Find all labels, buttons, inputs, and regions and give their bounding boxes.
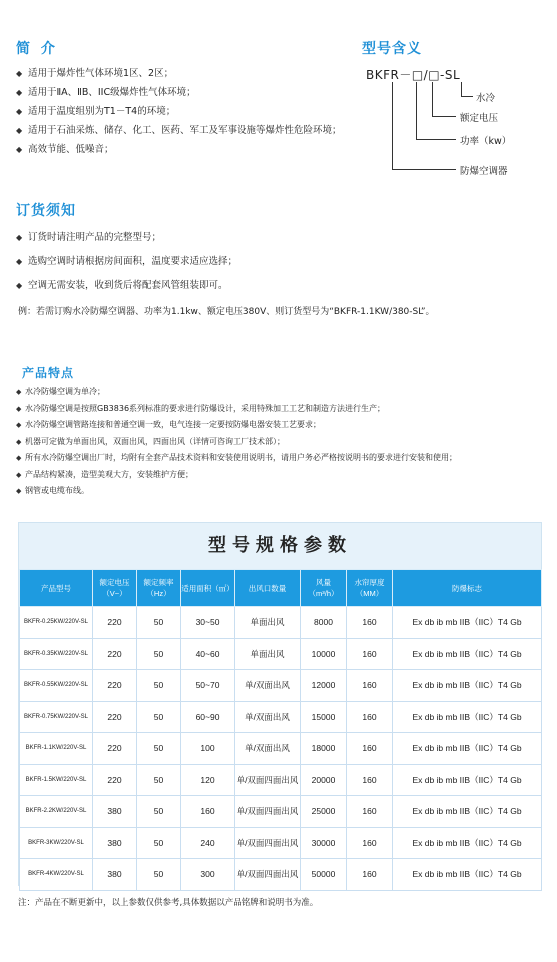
table-cell: 单面出风: [235, 638, 301, 670]
table-cell: 380: [93, 796, 137, 828]
intro-list: [16, 64, 342, 159]
list-item-text: 机器可定做为单面出风，双面出风，四面出风（详情可咨询工厂技术部）；: [25, 436, 285, 446]
list-item-text: 选购空调时请根据房间面积，温度要求适应选择；: [28, 256, 238, 267]
table-cell: 40~60: [181, 638, 235, 670]
header-text: 风量: [316, 578, 331, 587]
header-model: [20, 570, 93, 607]
list-item: [16, 274, 237, 298]
table-cell: 380: [93, 827, 137, 859]
header-curtain-thickness: [347, 570, 393, 607]
bullet-diamond-icon: ◆: [16, 470, 22, 479]
bullet-diamond-icon: ◆: [16, 88, 23, 97]
table-cell: 12000: [301, 670, 347, 702]
header-text: 水帘厚度: [354, 578, 385, 587]
list-item-text: 水冷防爆空调管路连接和普通空调一致，电气连接一定要按防爆电器安装工艺要求；: [25, 420, 321, 429]
table-cell: 160: [347, 733, 393, 765]
table-cell: 单/双面出风: [235, 733, 301, 765]
table-cell: 单/双面四面出风: [235, 796, 301, 828]
list-item: [16, 467, 457, 484]
list-item-text: 高效节能、低噪音；: [28, 144, 114, 155]
list-item: [16, 384, 457, 401]
table-cell: BKFR-0.55KW/220V-SL: [20, 670, 93, 702]
header-text: 额定频率: [143, 578, 174, 587]
table-cell: 50~70: [181, 670, 235, 702]
table-row: [20, 638, 542, 670]
bullet-diamond-icon: ◆: [16, 257, 23, 266]
table-cell: 160: [347, 670, 393, 702]
table-cell: 30000: [301, 827, 347, 859]
table-cell: BKFR-1.5KW/220V-SL: [20, 764, 93, 796]
list-item: [16, 121, 342, 140]
features-title: 产品特点: [22, 366, 75, 380]
list-item-text: 钢管或电缆布线。: [25, 486, 89, 495]
table-cell: 50: [137, 827, 181, 859]
ordering-example: 例：若需订购水冷防爆空调器、功率为1.1kw、额定电压380V、则订货型号为“BKFR-1.1KW/380-SL”。: [18, 307, 435, 317]
list-item: [16, 401, 457, 418]
table-cell: 60~90: [181, 701, 235, 733]
list-item-text: 空调无需安装，收到货后将配套风管组装即可。: [28, 280, 228, 291]
table-cell: 18000: [301, 733, 347, 765]
table-cell: 160: [347, 796, 393, 828]
bullet-diamond-icon: ◆: [16, 388, 22, 396]
table-row: [20, 859, 542, 891]
list-item-text: 适用于温度组别为T1－T4的环境；: [28, 106, 176, 117]
label-power: 功率（kw）: [460, 136, 512, 147]
label-rated-voltage: 额定电压: [460, 113, 499, 124]
table-row: [20, 796, 542, 828]
table-cell: 220: [93, 638, 137, 670]
table-cell: BKFR-1.1KW/220V-SL: [20, 733, 93, 765]
table-cell: 160: [347, 859, 393, 891]
list-item-text: 水冷防爆空调是按照GB3836系列标准的要求进行防爆设计，采用特殊加工工艺和制造方法进行生产；: [25, 403, 386, 413]
table-cell: 单面出风: [235, 607, 301, 639]
table-cell: 240: [181, 827, 235, 859]
table-row: [20, 607, 542, 639]
table-cell: 50: [137, 701, 181, 733]
table-cell: 单/双面出风: [235, 701, 301, 733]
table-cell: 300: [181, 859, 235, 891]
table-cell: Ex db ib mb IIB（IIC）T4 Gb: [393, 827, 542, 859]
bullet-diamond-icon: ◆: [16, 487, 22, 495]
header-ex-marking: [393, 570, 542, 607]
table-cell: 160: [347, 638, 393, 670]
header-text: （MM）: [355, 589, 384, 598]
bullet-diamond-icon: ◆: [16, 404, 22, 413]
table-cell: Ex db ib mb IIB（IIC）T4 Gb: [393, 796, 542, 828]
table-cell: 100: [181, 733, 235, 765]
bullet-diamond-icon: ◆: [16, 126, 23, 135]
table-cell: 220: [93, 733, 137, 765]
table-cell: 160: [347, 607, 393, 639]
table-cell: 160: [347, 701, 393, 733]
bullet-diamond-icon: ◆: [16, 107, 23, 116]
table-cell: BKFR-2.2KW/220V-SL: [20, 796, 93, 828]
list-item: [16, 450, 457, 467]
header-outlets: [235, 570, 301, 607]
table-cell: 50: [137, 764, 181, 796]
table-cell: 220: [93, 764, 137, 796]
list-item: [16, 140, 342, 159]
table-cell: BKFR-0.25KW/220V-SL: [20, 607, 93, 639]
table-cell: 单/双面四面出风: [235, 827, 301, 859]
list-item-text: 订货时请注明产品的完整型号；: [28, 232, 162, 243]
header-text: 适用面积（㎡）: [181, 583, 234, 593]
table-cell: 220: [93, 670, 137, 702]
list-item: [16, 102, 342, 121]
table-cell: 50000: [301, 859, 347, 891]
table-cell: 8000: [301, 607, 347, 639]
table-cell: Ex db ib mb IIB（IIC）T4 Gb: [393, 859, 542, 891]
list-item-text: 适用于爆炸性气体环境1区、2区；: [28, 68, 174, 79]
header-voltage: [93, 570, 137, 607]
table-cell: 单/双面四面出风: [235, 764, 301, 796]
table-cell: 160: [181, 796, 235, 828]
table-cell: 25000: [301, 796, 347, 828]
table-cell: 单/双面出风: [235, 670, 301, 702]
features-list: [16, 384, 457, 500]
table-cell: 50: [137, 638, 181, 670]
list-item: [16, 434, 457, 451]
list-item-text: 产品结构紧凑，造型美观大方，安装维护方便；: [25, 469, 193, 479]
table-cell: 380: [93, 859, 137, 891]
header-text: 额定电压: [99, 578, 130, 587]
table-cell: 220: [93, 701, 137, 733]
table-cell: 120: [181, 764, 235, 796]
bullet-diamond-icon: ◆: [16, 281, 23, 290]
bullet-diamond-icon: ◆: [16, 233, 23, 242]
table-cell: 10000: [301, 638, 347, 670]
table-header-row: [20, 570, 542, 607]
label-water-cooled: 水冷: [476, 93, 496, 104]
bullet-diamond-icon: ◆: [16, 421, 22, 429]
model-meaning-title: 型号含义: [362, 41, 422, 57]
table-cell: BKFR-0.35KW/220V-SL: [20, 638, 93, 670]
header-text: （V~）: [102, 589, 127, 598]
bullet-diamond-icon: ◆: [16, 437, 22, 446]
header-area: [181, 570, 235, 607]
ordering-list: [16, 226, 237, 298]
bullet-diamond-icon: ◆: [16, 69, 23, 78]
table-cell: 160: [347, 764, 393, 796]
table-cell: 50: [137, 796, 181, 828]
intro-title: 简 介: [16, 41, 58, 57]
table-cell: Ex db ib mb IIB（IIC）T4 Gb: [393, 607, 542, 639]
table-cell: Ex db ib mb IIB（IIC）T4 Gb: [393, 701, 542, 733]
ordering-title: 订货须知: [16, 203, 76, 219]
spec-title: 型号规格参数: [208, 535, 352, 556]
list-item: [16, 483, 457, 500]
table-cell: 30~50: [181, 607, 235, 639]
table-cell: 50: [137, 670, 181, 702]
footnote: 注：产品在不断更新中，以上参数仅供参考,具体数据以产品铭牌和说明书为准。: [18, 898, 319, 908]
table-cell: BKFR-0.75KW/220V-SL: [20, 701, 93, 733]
table-cell: 50: [137, 733, 181, 765]
list-item-text: 水冷防爆空调为单冷；: [25, 387, 105, 396]
bullet-diamond-icon: ◆: [16, 145, 23, 154]
header-text: 出风口数量: [248, 583, 287, 593]
table-row: [20, 701, 542, 733]
table-row: [20, 670, 542, 702]
table-cell: Ex db ib mb IIB（IIC）T4 Gb: [393, 733, 542, 765]
table-cell: BKFR-4KW/220V-SL: [20, 859, 93, 891]
header-frequency: [137, 570, 181, 607]
table-row: [20, 733, 542, 765]
table-cell: 15000: [301, 701, 347, 733]
list-item: [16, 250, 237, 274]
table-cell: Ex db ib mb IIB（IIC）T4 Gb: [393, 670, 542, 702]
table-cell: 50: [137, 859, 181, 891]
table-row: [20, 764, 542, 796]
header-text: （m³/h）: [308, 589, 339, 598]
list-item-text: 适用于ⅡA、ⅡB、IIC级爆炸性气体环境；: [28, 87, 196, 98]
table-cell: BKFR-3KW/220V-SL: [20, 827, 93, 859]
table-cell: 160: [347, 827, 393, 859]
list-item-text: 适用于石油采炼、储存、化工、医药、军工及军事设施等爆炸性危险环境；: [28, 125, 342, 136]
table-cell: Ex db ib mb IIB（IIC）T4 Gb: [393, 764, 542, 796]
table-cell: 50: [137, 607, 181, 639]
header-text: （Hz）: [146, 589, 171, 598]
header-text: 产品型号: [41, 583, 71, 593]
list-item: [16, 64, 342, 83]
list-item: [16, 417, 457, 434]
spec-panel: [18, 522, 542, 886]
header-text: 防爆标志: [452, 583, 482, 593]
table-row: [20, 827, 542, 859]
table-cell: 20000: [301, 764, 347, 796]
table-cell: Ex db ib mb IIB（IIC）T4 Gb: [393, 638, 542, 670]
list-item: [16, 226, 237, 250]
bullet-diamond-icon: ◆: [16, 454, 22, 462]
model-code: BKFR－□/□-SL: [366, 68, 461, 82]
list-item-text: 所有水冷防爆空调出厂时，均附有全套产品技术资料和安装使用说明书，请用户务必严格按说明书的要求进行安装和使用；: [25, 453, 457, 462]
label-explosion-proof-ac: 防爆空调器: [460, 166, 508, 177]
list-item: [16, 83, 342, 102]
table-cell: 220: [93, 607, 137, 639]
header-airflow: [301, 570, 347, 607]
table-cell: 单/双面四面出风: [235, 859, 301, 891]
spec-table: [19, 569, 542, 891]
